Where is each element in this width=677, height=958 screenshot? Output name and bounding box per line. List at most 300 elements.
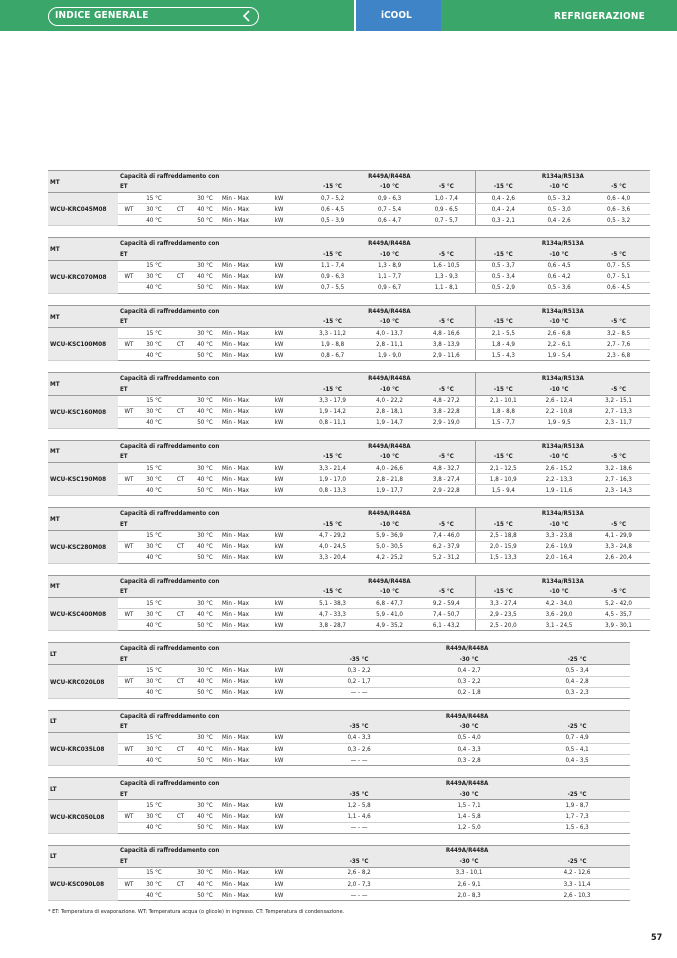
ct-value: 30 °C xyxy=(193,732,217,743)
capacity-value: 3,9 - 30,1 xyxy=(587,620,650,631)
capacity-value: 1,9 - 8,7 xyxy=(524,800,630,811)
capacity-value: 7,4 - 50,7 xyxy=(418,609,475,620)
capacity-value: 3,3 - 20,4 xyxy=(304,552,361,563)
unit-label: kW xyxy=(254,282,304,293)
capacity-value: 0,5 - 3,6 xyxy=(531,282,587,293)
wt-label xyxy=(118,687,140,698)
wt-value: 30 °C xyxy=(140,541,168,552)
model-name: WCU-KSC160M08 xyxy=(48,395,118,428)
table-row xyxy=(48,417,650,428)
minmax-label: Min - Max xyxy=(217,215,254,226)
capacity-value: 0,7 - 5,5 xyxy=(587,260,650,271)
minmax-label: Min - Max xyxy=(217,193,254,204)
temperature-header: -5 °C xyxy=(418,586,475,597)
capacity-value: 2,6 - 10,3 xyxy=(524,890,630,901)
capacity-value: 3,1 - 24,5 xyxy=(531,620,587,631)
capacity-value: 1,5 - 9,4 xyxy=(475,485,531,496)
unit-label: kW xyxy=(254,890,304,901)
wt-label xyxy=(118,282,140,293)
ct-label xyxy=(168,755,193,766)
wt-label: WT xyxy=(118,339,140,350)
wt-label: WT xyxy=(118,744,140,755)
minmax-label: Min - Max xyxy=(217,474,254,485)
table-row xyxy=(48,620,650,631)
capacity-value: 4,8 - 32,7 xyxy=(418,463,475,474)
minmax-label: Min - Max xyxy=(217,609,254,620)
capacity-label: Capacità di raffreddamento con xyxy=(118,373,304,384)
ct-value: 50 °C xyxy=(193,215,217,226)
unit-label: kW xyxy=(254,271,304,282)
capacity-value: 0,6 - 3,6 xyxy=(587,204,650,215)
category-label: MT xyxy=(48,575,118,597)
unit-label: kW xyxy=(254,687,304,698)
wt-value: 40 °C xyxy=(140,215,168,226)
capacity-value: 1,8 - 4,9 xyxy=(475,339,531,350)
capacity-value: 4,9 - 35,2 xyxy=(361,620,418,631)
capacity-value: 0,4 - 3,5 xyxy=(524,755,630,766)
ct-label: CT xyxy=(168,811,193,822)
table-row xyxy=(48,260,650,271)
capacity-value: 3,3 - 24,8 xyxy=(587,541,650,552)
capacity-value: 0,9 - 6,3 xyxy=(361,193,418,204)
unit-label: kW xyxy=(254,732,304,743)
capacity-value: 2,6 - 15,2 xyxy=(531,463,587,474)
capacity-label: Capacità di raffreddamento con xyxy=(118,171,304,182)
wt-label xyxy=(118,530,140,541)
ct-label xyxy=(168,552,193,563)
wt-label xyxy=(118,260,140,271)
capacity-value: 1,3 - 9,3 xyxy=(418,271,475,282)
minmax-label: Min - Max xyxy=(217,406,254,417)
capacity-value: 2,1 - 12,5 xyxy=(475,463,531,474)
capacity-value: 2,9 - 19,0 xyxy=(418,417,475,428)
index-button[interactable] xyxy=(48,7,259,26)
capacity-value: 0,5 - 3,2 xyxy=(587,215,650,226)
capacity-value: 0,5 - 3,7 xyxy=(475,260,531,271)
capacity-value: 5,2 - 42,0 xyxy=(587,598,650,609)
et-label: ET xyxy=(118,721,304,732)
capacity-value: 2,6 - 6,8 xyxy=(531,328,587,339)
model-table xyxy=(48,845,630,901)
capacity-value: 0,4 - 2,6 xyxy=(531,215,587,226)
temperature-header: -10 °C xyxy=(361,586,418,597)
minmax-label: Min - Max xyxy=(217,282,254,293)
minmax-label: Min - Max xyxy=(217,530,254,541)
capacity-value: 0,2 - 1,7 xyxy=(304,676,414,687)
temperature-header: -10 °C xyxy=(531,249,587,260)
capacity-value: 0,9 - 6,7 xyxy=(361,282,418,293)
capacity-label: Capacità di raffreddamento con xyxy=(118,440,304,451)
capacity-value: 3,8 - 27,4 xyxy=(418,474,475,485)
capacity-value: 3,8 - 13,9 xyxy=(418,339,475,350)
capacity-value: 2,9 - 23,5 xyxy=(475,609,531,620)
minmax-label: Min - Max xyxy=(217,676,254,687)
temperature-header: -15 °C xyxy=(475,586,531,597)
temperature-header: -10 °C xyxy=(361,451,418,462)
capacity-value: 4,5 - 35,7 xyxy=(587,609,650,620)
capacity-value: 0,6 - 4,5 xyxy=(587,282,650,293)
ct-label xyxy=(168,260,193,271)
capacity-value: 4,7 - 29,2 xyxy=(304,530,361,541)
wt-label xyxy=(118,822,140,833)
wt-value: 15 °C xyxy=(140,395,168,406)
unit-label: kW xyxy=(254,339,304,350)
ct-value: 40 °C xyxy=(193,204,217,215)
category-label: LT xyxy=(48,710,118,732)
temperature-header: -10 °C xyxy=(361,519,418,530)
capacity-value: 0,6 - 4,0 xyxy=(587,193,650,204)
model-name: WCU-KRC035L08 xyxy=(48,732,118,765)
capacity-value: 4,1 - 29,9 xyxy=(587,530,650,541)
ct-label xyxy=(168,598,193,609)
ct-value: 50 °C xyxy=(193,552,217,563)
table-row xyxy=(48,541,650,552)
temperature-header: -5 °C xyxy=(587,519,650,530)
wt-value: 30 °C xyxy=(140,271,168,282)
category-label: MT xyxy=(48,171,118,193)
capacity-value: — - — xyxy=(304,890,414,901)
ct-label: CT xyxy=(168,676,193,687)
capacity-value: 0,9 - 6,3 xyxy=(304,271,361,282)
ct-value: 40 °C xyxy=(193,271,217,282)
capacity-value: 1,5 - 6,3 xyxy=(524,822,630,833)
et-label: ET xyxy=(118,249,304,260)
model-name: WCU-KSC280M08 xyxy=(48,530,118,563)
capacity-value: 5,0 - 30,5 xyxy=(361,541,418,552)
ct-label xyxy=(168,732,193,743)
wt-value: 30 °C xyxy=(140,676,168,687)
unit-label: kW xyxy=(254,260,304,271)
wt-value: 15 °C xyxy=(140,260,168,271)
capacity-value: 1,9 - 14,2 xyxy=(304,406,361,417)
capacity-value: 2,6 - 9,1 xyxy=(414,878,524,889)
capacity-value: 4,0 - 13,7 xyxy=(361,328,418,339)
category-label: MT xyxy=(48,508,118,530)
capacity-value: 5,9 - 36,9 xyxy=(361,530,418,541)
unit-label: kW xyxy=(254,395,304,406)
unit-label: kW xyxy=(254,328,304,339)
wt-label: WT xyxy=(118,609,140,620)
temperature-header: -10 °C xyxy=(531,586,587,597)
temperature-header: -5 °C xyxy=(418,519,475,530)
capacity-value: 2,9 - 11,6 xyxy=(418,350,475,361)
temperature-header: -35 °C xyxy=(304,789,414,800)
model-table xyxy=(48,305,650,361)
ct-value: 30 °C xyxy=(193,598,217,609)
ct-value: 30 °C xyxy=(193,463,217,474)
refrigerant-a-label: R449A/R448A xyxy=(304,778,630,789)
wt-label xyxy=(118,732,140,743)
category-label: MT xyxy=(48,373,118,395)
unit-label: kW xyxy=(254,204,304,215)
ct-value: 40 °C xyxy=(193,811,217,822)
wt-value: 40 °C xyxy=(140,417,168,428)
wt-label: WT xyxy=(118,474,140,485)
capacity-value: 1,9 - 9,5 xyxy=(531,417,587,428)
wt-value: 15 °C xyxy=(140,463,168,474)
ct-label: CT xyxy=(168,878,193,889)
capacity-label: Capacità di raffreddamento con xyxy=(118,508,304,519)
temperature-header: -15 °C xyxy=(475,182,531,193)
capacity-value: 4,0 - 22,2 xyxy=(361,395,418,406)
refrigerant-a-label: R449A/R448A xyxy=(304,373,475,384)
capacity-value: 4,2 - 25,2 xyxy=(361,552,418,563)
capacity-value: 0,5 - 3,2 xyxy=(531,193,587,204)
minmax-label: Min - Max xyxy=(217,271,254,282)
capacity-value: 0,6 - 4,5 xyxy=(304,204,361,215)
unit-label: kW xyxy=(254,215,304,226)
temperature-header: -5 °C xyxy=(587,249,650,260)
model-name: WCU-KRC020L08 xyxy=(48,665,118,698)
ct-value: 30 °C xyxy=(193,867,217,878)
wt-label: WT xyxy=(118,204,140,215)
capacity-value: 1,7 - 7,3 xyxy=(524,811,630,822)
refrigerant-a-label: R449A/R448A xyxy=(304,508,475,519)
model-table xyxy=(48,642,630,698)
capacity-value: 0,5 - 3,4 xyxy=(475,271,531,282)
capacity-value: 2,6 - 20,4 xyxy=(587,552,650,563)
temperature-header: -5 °C xyxy=(418,384,475,395)
unit-label: kW xyxy=(254,530,304,541)
model-name: WCU-KRC070M08 xyxy=(48,260,118,293)
capacity-value: 2,0 - 15,9 xyxy=(475,541,531,552)
capacity-value: 0,8 - 11,1 xyxy=(304,417,361,428)
capacity-value: 0,3 - 2,2 xyxy=(414,676,524,687)
wt-value: 30 °C xyxy=(140,339,168,350)
minmax-label: Min - Max xyxy=(217,744,254,755)
temperature-header: -5 °C xyxy=(587,182,650,193)
capacity-value: 1,1 - 8,1 xyxy=(418,282,475,293)
wt-value: 40 °C xyxy=(140,687,168,698)
wt-value: 40 °C xyxy=(140,485,168,496)
capacity-value: 0,6 - 4,5 xyxy=(531,260,587,271)
refrigerant-b-label: R134a/R513A xyxy=(475,305,650,316)
temperature-header: -15 °C xyxy=(475,519,531,530)
ct-label xyxy=(168,282,193,293)
capacity-value: 0,5 - 3,0 xyxy=(531,204,587,215)
wt-value: 15 °C xyxy=(140,867,168,878)
model-table xyxy=(48,777,630,833)
capacity-value: 1,9 - 5,4 xyxy=(531,350,587,361)
capacity-value: 5,9 - 41,0 xyxy=(361,609,418,620)
ct-value: 50 °C xyxy=(193,755,217,766)
unit-label: kW xyxy=(254,406,304,417)
temperature-header: -5 °C xyxy=(418,249,475,260)
ct-value: 50 °C xyxy=(193,350,217,361)
capacity-label: Capacità di raffreddamento con xyxy=(118,643,304,654)
minmax-label: Min - Max xyxy=(217,867,254,878)
ct-value: 50 °C xyxy=(193,485,217,496)
table-row xyxy=(48,350,650,361)
wt-label xyxy=(118,350,140,361)
temperature-header: -25 °C xyxy=(524,654,630,665)
capacity-value: 0,7 - 5,1 xyxy=(587,271,650,282)
refrigerant-b-label: R134a/R513A xyxy=(475,508,650,519)
wt-label xyxy=(118,328,140,339)
wt-value: 40 °C xyxy=(140,552,168,563)
unit-label: kW xyxy=(254,541,304,552)
ct-label xyxy=(168,215,193,226)
capacity-value: 0,9 - 6,5 xyxy=(418,204,475,215)
temperature-header: -5 °C xyxy=(587,586,650,597)
ct-value: 50 °C xyxy=(193,417,217,428)
temperature-header: -30 °C xyxy=(414,654,524,665)
temperature-header: -10 °C xyxy=(361,384,418,395)
temperature-header: -10 °C xyxy=(531,317,587,328)
unit-label: kW xyxy=(254,800,304,811)
capacity-value: 0,4 - 3,3 xyxy=(414,744,524,755)
wt-value: 40 °C xyxy=(140,822,168,833)
et-label: ET xyxy=(118,317,304,328)
temperature-header: -15 °C xyxy=(304,249,361,260)
capacity-tables xyxy=(48,170,630,912)
capacity-value: 4,2 - 34,0 xyxy=(531,598,587,609)
refrigerant-a-label: R449A/R448A xyxy=(304,643,630,654)
brand-tab[interactable]: iCOOL xyxy=(381,10,412,21)
capacity-value: 6,8 - 47,7 xyxy=(361,598,418,609)
capacity-value: 0,5 - 3,9 xyxy=(304,215,361,226)
ct-value: 30 °C xyxy=(193,328,217,339)
unit-label: kW xyxy=(254,350,304,361)
unit-label: kW xyxy=(254,744,304,755)
ct-value: 30 °C xyxy=(193,665,217,676)
wt-label: WT xyxy=(118,406,140,417)
refrigerant-b-label: R134a/R513A xyxy=(475,575,650,586)
unit-label: kW xyxy=(254,665,304,676)
ct-value: 30 °C xyxy=(193,395,217,406)
section-tab[interactable]: REFRIGERAZIONE xyxy=(554,11,645,22)
table-row xyxy=(48,867,630,878)
ct-label xyxy=(168,328,193,339)
capacity-value: 1,5 - 7,7 xyxy=(475,417,531,428)
temperature-header: -5 °C xyxy=(587,384,650,395)
capacity-value: 4,7 - 33,3 xyxy=(304,609,361,620)
capacity-value: 2,6 - 12,4 xyxy=(531,395,587,406)
wt-label xyxy=(118,417,140,428)
table-row xyxy=(48,811,630,822)
capacity-value: 2,7 - 13,3 xyxy=(587,406,650,417)
table-row xyxy=(48,755,630,766)
ct-value: 40 °C xyxy=(193,878,217,889)
capacity-value: 3,3 - 10,1 xyxy=(414,867,524,878)
refrigerant-b-label: R134a/R513A xyxy=(475,373,650,384)
capacity-label: Capacità di raffreddamento con xyxy=(118,845,304,856)
ct-label xyxy=(168,463,193,474)
table-row xyxy=(48,687,630,698)
wt-value: 40 °C xyxy=(140,890,168,901)
model-table xyxy=(48,710,630,766)
ct-label xyxy=(168,620,193,631)
capacity-value: 4,2 - 12,6 xyxy=(524,867,630,878)
wt-label xyxy=(118,552,140,563)
capacity-value: 5,1 - 38,3 xyxy=(304,598,361,609)
wt-label xyxy=(118,215,140,226)
et-label: ET xyxy=(118,384,304,395)
ct-value: 40 °C xyxy=(193,609,217,620)
capacity-value: 3,2 - 18,6 xyxy=(587,463,650,474)
capacity-value: 0,6 - 4,2 xyxy=(531,271,587,282)
temperature-header: -5 °C xyxy=(418,182,475,193)
capacity-value: 0,7 - 5,2 xyxy=(304,193,361,204)
wt-label: WT xyxy=(118,878,140,889)
minmax-label: Min - Max xyxy=(217,552,254,563)
capacity-value: 2,3 - 6,8 xyxy=(587,350,650,361)
temperature-header: -10 °C xyxy=(361,249,418,260)
minmax-label: Min - Max xyxy=(217,800,254,811)
temperature-header: -35 °C xyxy=(304,721,414,732)
minmax-label: Min - Max xyxy=(217,541,254,552)
temperature-header: -5 °C xyxy=(418,451,475,462)
table-row xyxy=(48,800,630,811)
table-row xyxy=(48,193,650,204)
capacity-value: 3,3 - 11,2 xyxy=(304,328,361,339)
capacity-value: 3,3 - 11,4 xyxy=(524,878,630,889)
unit-label: kW xyxy=(254,676,304,687)
capacity-value: 3,8 - 22,8 xyxy=(418,406,475,417)
refrigerant-b-label: R134a/R513A xyxy=(475,171,650,182)
ct-value: 50 °C xyxy=(193,890,217,901)
unit-label: kW xyxy=(254,867,304,878)
table-row xyxy=(48,609,650,620)
model-name: WCU-KSC400M08 xyxy=(48,598,118,631)
ct-label: CT xyxy=(168,204,193,215)
temperature-header: -15 °C xyxy=(304,586,361,597)
capacity-value: 0,5 - 3,4 xyxy=(524,665,630,676)
capacity-value: 3,8 - 28,7 xyxy=(304,620,361,631)
temperature-header: -5 °C xyxy=(587,451,650,462)
wt-label xyxy=(118,620,140,631)
temperature-header: -25 °C xyxy=(524,789,630,800)
ct-label: CT xyxy=(168,406,193,417)
capacity-value: 0,8 - 6,7 xyxy=(304,350,361,361)
temperature-header: -5 °C xyxy=(418,317,475,328)
et-label: ET xyxy=(118,182,304,193)
unit-label: kW xyxy=(254,552,304,563)
capacity-value: 1,5 - 13,3 xyxy=(475,552,531,563)
ct-label xyxy=(168,417,193,428)
capacity-value: 0,7 - 5,7 xyxy=(418,215,475,226)
category-label: MT xyxy=(48,440,118,462)
unit-label: kW xyxy=(254,485,304,496)
unit-label: kW xyxy=(254,620,304,631)
capacity-value: 0,3 - 2,6 xyxy=(304,744,414,755)
table-row xyxy=(48,552,650,563)
table-row xyxy=(48,406,650,417)
minmax-label: Min - Max xyxy=(217,811,254,822)
ct-label: CT xyxy=(168,339,193,350)
model-table xyxy=(48,237,650,293)
refrigerant-a-label: R449A/R448A xyxy=(304,171,475,182)
capacity-value: 2,6 - 8,2 xyxy=(304,867,414,878)
unit-label: kW xyxy=(254,463,304,474)
temperature-header: -10 °C xyxy=(531,384,587,395)
model-name: WCU-KSC100M08 xyxy=(48,328,118,361)
table-row xyxy=(48,665,630,676)
category-label: LT xyxy=(48,845,118,867)
refrigerant-b-label: R134a/R513A xyxy=(475,238,650,249)
capacity-value: 3,3 - 21,4 xyxy=(304,463,361,474)
refrigerant-a-label: R449A/R448A xyxy=(304,710,630,721)
et-label: ET xyxy=(118,586,304,597)
capacity-value: 1,1 - 7,4 xyxy=(304,260,361,271)
capacity-value: 2,2 - 6,1 xyxy=(531,339,587,350)
category-label: LT xyxy=(48,643,118,665)
wt-value: 30 °C xyxy=(140,811,168,822)
ct-label xyxy=(168,193,193,204)
capacity-value: 0,3 - 2,2 xyxy=(304,665,414,676)
ct-value: 40 °C xyxy=(193,676,217,687)
capacity-value: 3,2 - 15,1 xyxy=(587,395,650,406)
